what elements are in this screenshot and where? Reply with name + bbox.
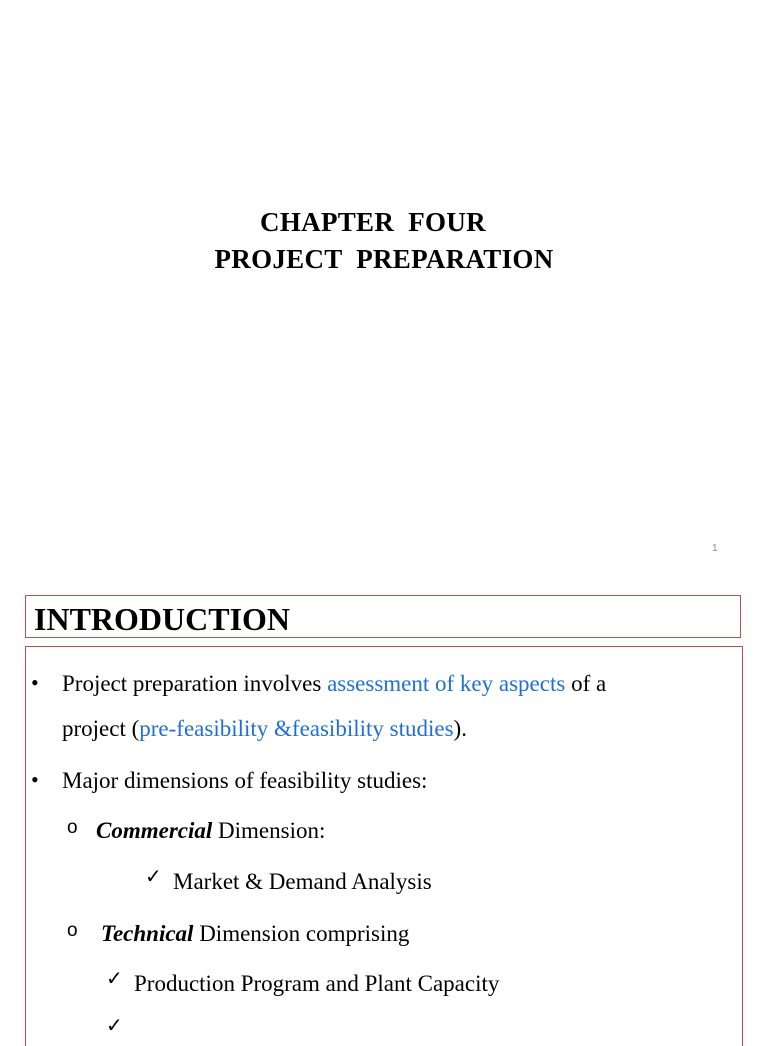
bullet-1-highlight-a: assessment of key aspects — [327, 671, 566, 696]
sub-bullet-1-bold: Commercial — [96, 818, 213, 843]
checkmark-icon: ✓ — [145, 864, 162, 888]
checkmark-icon: ✓ — [106, 966, 123, 990]
chapter-title: CHAPTER FOUR — [260, 207, 486, 237]
introduction-slide — [0, 576, 768, 1037]
sub-bullet-2-text: Dimension comprising — [193, 921, 410, 946]
checkmark-icon: ✓ — [106, 1013, 123, 1037]
slide-number: 1 — [712, 543, 718, 554]
chapter-subtitle: PROJECT PREPARATION — [214, 244, 554, 274]
sub-bullet-1 — [96, 817, 325, 845]
bullet-1-text-d: ). — [453, 716, 467, 741]
hollow-o-bullet-icon: o — [67, 817, 78, 838]
bullet-1-line-1 — [62, 670, 606, 698]
slide-heading: INTRODUCTION — [34, 601, 291, 637]
bullet-1-highlight-b: pre-feasibility &feasibility studies — [139, 716, 454, 741]
check-item-2: Production Program and Plant Capacity — [134, 971, 500, 996]
check-item-1: Market & Demand Analysis — [173, 869, 432, 894]
heading-box — [25, 595, 741, 638]
bullet-1-text-a: Project preparation involves — [62, 671, 328, 696]
sub-bullet-2-bold: Technical — [101, 921, 194, 946]
sub-bullet-1-text: Dimension: — [212, 818, 326, 843]
bullet-1-text-b: of a — [565, 671, 607, 696]
sub-bullet-2 — [101, 920, 409, 948]
bullet-dot-icon: • — [31, 670, 39, 695]
bullet-1-line-2 — [62, 715, 467, 743]
bullet-1-text-c: project ( — [62, 716, 140, 741]
hollow-o-bullet-icon: o — [67, 920, 78, 941]
bullet-2-text: Major dimensions of feasibility studies: — [62, 768, 428, 793]
bullet-dot-icon: • — [31, 767, 39, 792]
